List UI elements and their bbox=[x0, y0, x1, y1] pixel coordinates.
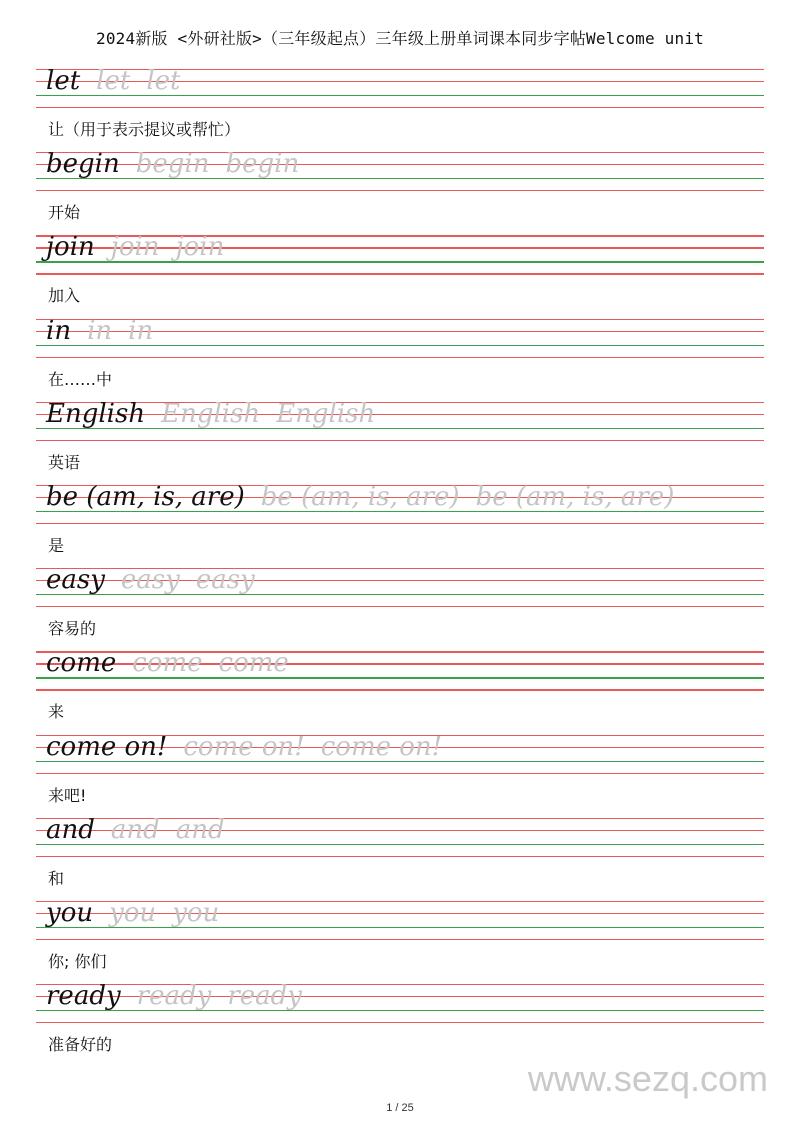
word-entry bbox=[0, 149, 800, 235]
word-main: you bbox=[46, 898, 94, 928]
word-meaning: 来 bbox=[48, 702, 65, 722]
guide-line bbox=[36, 689, 764, 690]
word-entry bbox=[0, 482, 800, 568]
word-trace: be (am, is, are) bbox=[260, 482, 460, 512]
word-main: and bbox=[46, 814, 95, 845]
word-main: English bbox=[46, 398, 146, 429]
word-trace: English bbox=[276, 398, 376, 429]
watermark: www.sezq.com bbox=[527, 1058, 768, 1099]
word-entry bbox=[0, 66, 800, 152]
word-row bbox=[46, 647, 289, 679]
word-entry bbox=[0, 898, 800, 984]
guide-line bbox=[36, 606, 764, 607]
guide-line bbox=[36, 107, 764, 108]
word-row bbox=[46, 481, 674, 513]
word-main: in bbox=[46, 315, 72, 346]
guide-line bbox=[36, 856, 764, 857]
guide-line bbox=[36, 273, 764, 274]
word-main: easy bbox=[46, 565, 105, 596]
page-header: 2024新版 <外研社版>（三年级起点）三年级上册单词课本同步字帖Welcome unit bbox=[95, 29, 705, 48]
word-row bbox=[46, 65, 180, 97]
guide-line bbox=[36, 1022, 764, 1023]
word-row bbox=[46, 315, 153, 347]
guide-line bbox=[36, 190, 764, 191]
word-trace: join bbox=[110, 232, 160, 263]
word-meaning: 来吧! bbox=[48, 785, 87, 805]
word-trace: in bbox=[87, 315, 113, 346]
word-trace: in bbox=[128, 315, 154, 346]
word-main: join bbox=[46, 232, 95, 263]
word-trace: let bbox=[96, 66, 131, 96]
word-trace: and bbox=[175, 814, 225, 845]
word-trace: begin bbox=[135, 149, 210, 180]
word-meaning: 让（用于表示提议或帮忙） bbox=[48, 120, 241, 139]
word-entry bbox=[0, 731, 800, 818]
word-trace: let bbox=[146, 66, 181, 96]
word-trace: come bbox=[132, 648, 203, 679]
word-row bbox=[46, 148, 299, 180]
word-entry bbox=[0, 565, 800, 651]
word-main: be (am, is, are) bbox=[46, 482, 245, 512]
word-meaning: 准备好的 bbox=[48, 1035, 113, 1055]
word-main: come on! bbox=[46, 731, 168, 762]
word-row bbox=[46, 814, 225, 846]
word-entry bbox=[0, 232, 800, 318]
word-meaning: 开始 bbox=[48, 203, 81, 223]
word-entry bbox=[0, 648, 800, 734]
guide-line bbox=[36, 357, 764, 358]
word-trace: be (am, is, are) bbox=[475, 482, 675, 512]
word-trace: English bbox=[161, 398, 261, 429]
guide-line bbox=[36, 773, 764, 774]
word-meaning: 容易的 bbox=[48, 619, 97, 639]
word-main: ready bbox=[46, 981, 121, 1012]
word-row bbox=[46, 897, 219, 929]
word-main: let bbox=[46, 66, 81, 96]
word-meaning: 你; 你们 bbox=[48, 952, 107, 971]
word-main: begin bbox=[46, 149, 120, 180]
word-trace: come on! bbox=[183, 731, 305, 762]
word-trace: easy bbox=[195, 565, 255, 596]
word-meaning: 加入 bbox=[48, 286, 81, 306]
word-entry bbox=[0, 981, 800, 1067]
word-row bbox=[46, 980, 302, 1012]
word-trace: you bbox=[172, 898, 220, 928]
guide-line bbox=[36, 440, 764, 441]
word-meaning: 和 bbox=[48, 868, 65, 888]
word-trace: easy bbox=[120, 565, 180, 596]
word-trace: ready bbox=[136, 981, 212, 1012]
word-row bbox=[46, 731, 442, 763]
word-entry bbox=[0, 814, 800, 901]
word-trace: come bbox=[218, 648, 289, 679]
word-entry bbox=[0, 315, 800, 402]
guide-line bbox=[36, 523, 764, 524]
word-trace: come on! bbox=[320, 731, 443, 762]
word-row bbox=[46, 564, 255, 596]
word-main: come bbox=[46, 648, 117, 679]
word-trace: ready bbox=[227, 981, 302, 1012]
word-trace: and bbox=[110, 814, 160, 845]
word-meaning: 在……中 bbox=[48, 369, 113, 389]
word-meaning: 英语 bbox=[48, 452, 81, 472]
word-trace: you bbox=[109, 898, 157, 928]
guide-line bbox=[36, 939, 764, 940]
word-trace: begin bbox=[225, 149, 300, 180]
word-meaning: 是 bbox=[48, 536, 65, 555]
word-row bbox=[46, 231, 224, 263]
word-trace: join bbox=[175, 232, 225, 263]
word-row bbox=[46, 398, 375, 430]
page-number: 1 / 25 bbox=[386, 1102, 414, 1114]
word-entry bbox=[0, 398, 800, 485]
